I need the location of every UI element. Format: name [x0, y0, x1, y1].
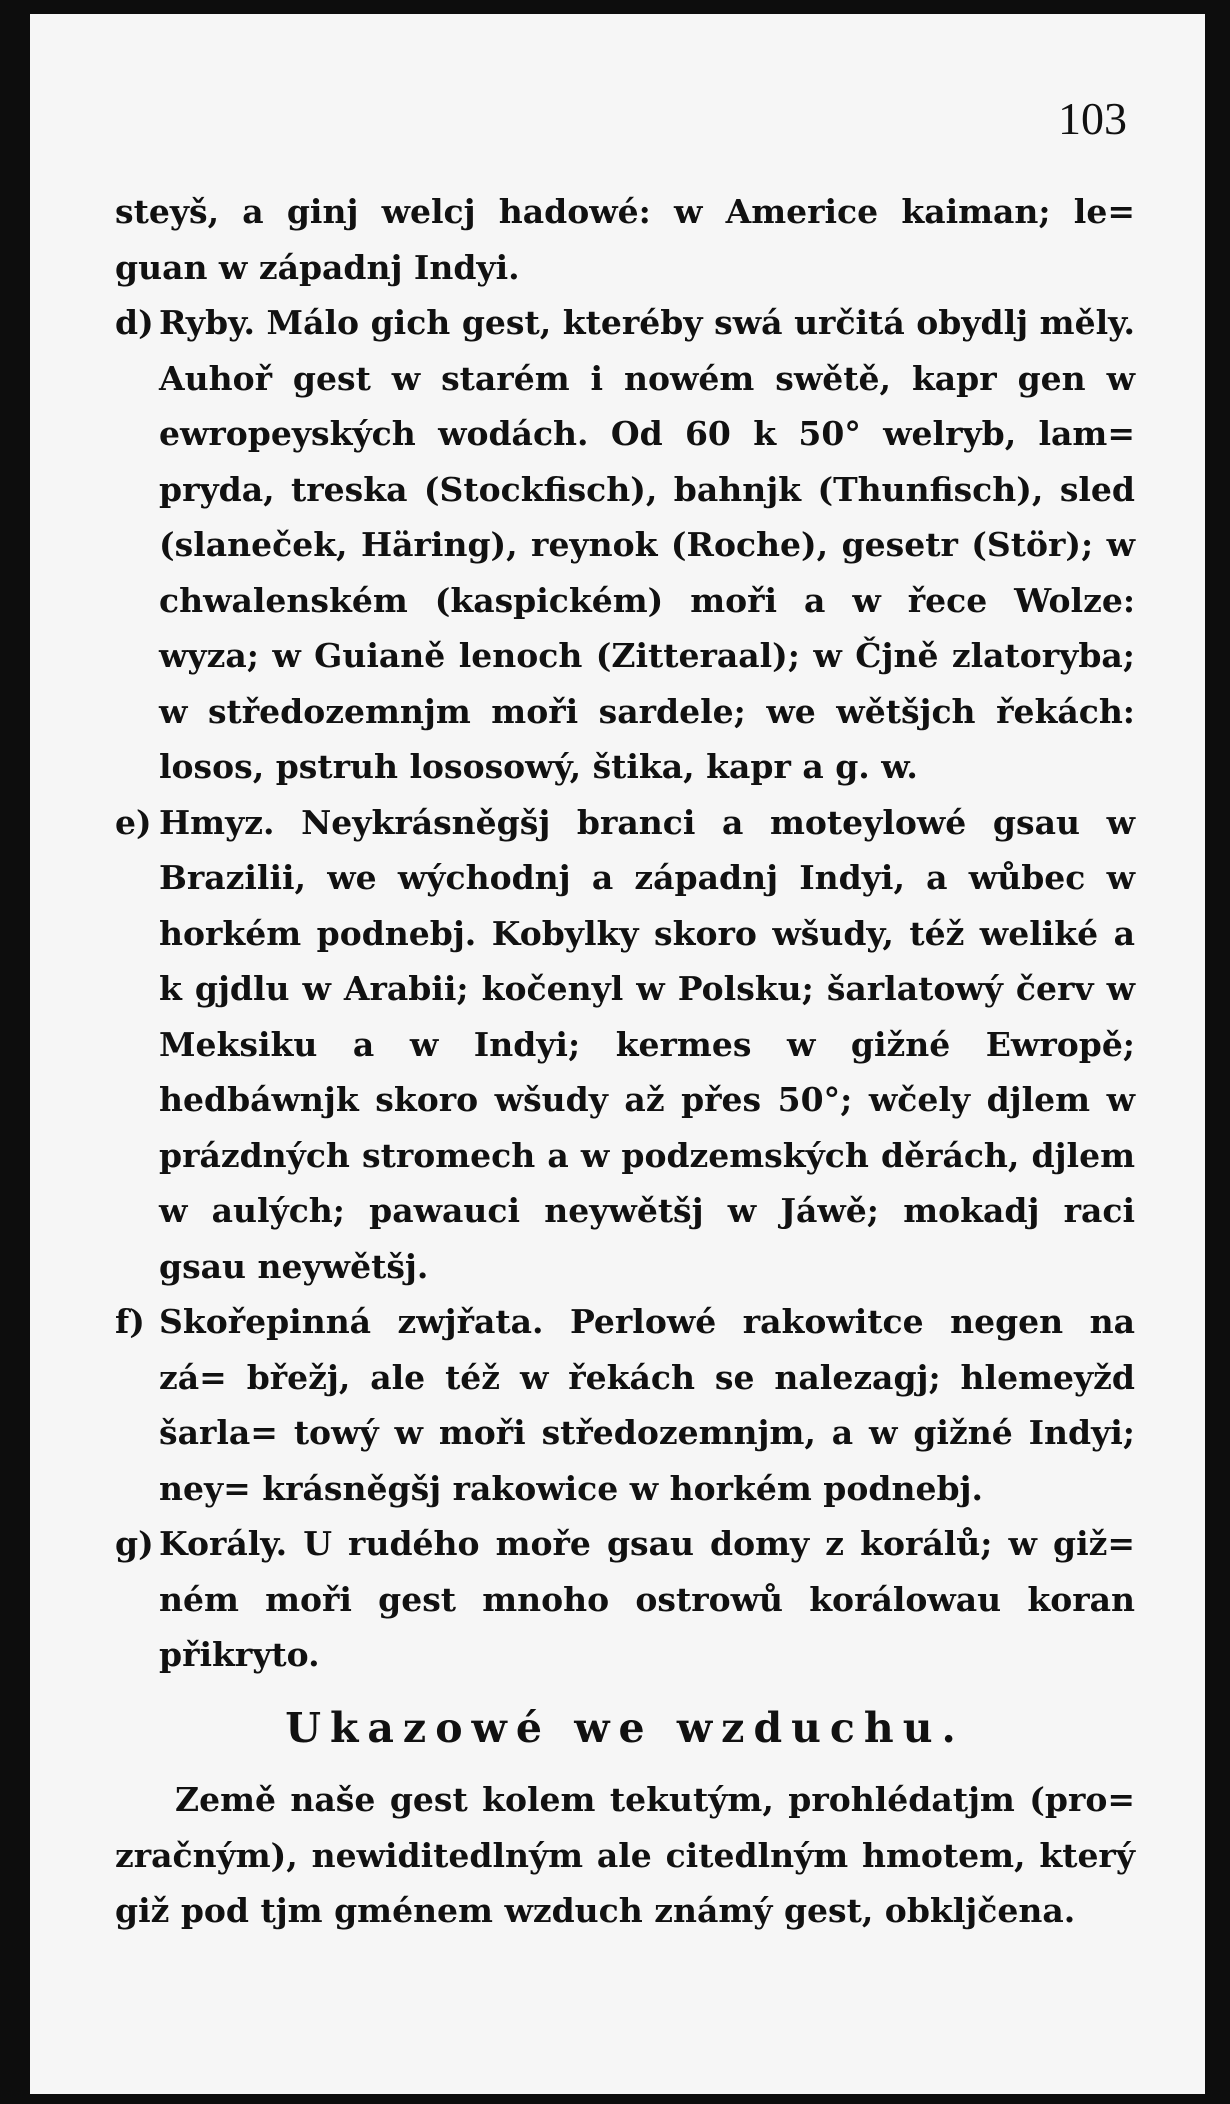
book-page: [30, 14, 1205, 2094]
list-item-g: [115, 1516, 1135, 1683]
section-heading: Ukazowé we wzduchu.: [285, 1703, 965, 1752]
list-item-e: [115, 795, 1135, 1295]
item-text-g: Korály. U rudého moře gsau domy z korálů; w giž= ném moři gest mnoho ostrowů korálowau koran přikryto.: [159, 1524, 1135, 1674]
item-text-f: Skořepinná zwjřata. Perlowé rakowitce negen na zá= břežj, ale též w řekách se nalezagj; hlemeyžd šarla= towý w moři středozemnjm, a w gižné Indyi; ney= krásněgšj rakowice w horkém podnebj.: [159, 1302, 1135, 1508]
item-letter-d: d): [115, 303, 154, 342]
page-number: 103: [1058, 93, 1127, 144]
paragraph-continuation: steyš, a ginj welcj hadowé: w Americe kaiman; le= guan w západnj Indyi.: [115, 192, 1135, 287]
item-letter-e: e): [115, 802, 152, 842]
item-letter-f: f): [115, 1302, 145, 1341]
page-body: [115, 184, 1135, 1939]
paragraph-air: Země naše gest kolem tekutým, prohlédatjm (pro= zračným), newiditedlným ale citedlným hmotem, který giž pod tjm gménem wzduch známý gest, obkljčena.: [115, 1780, 1135, 1930]
item-text-d: Ryby. Málo gich gest, kteréby swá určitá obydlj měly. Auhoř gest w starém i nowém swětě, kapr gen w ewropeyských wodách. Od 60 k 50° welryb, lam= pryda, treska (Stockfisch), bahnjk (Thunfisch), sled (slaneček, Häring), reynok (Roche), gesetr (Stör); w chwalenském (kaspickém) moři a w řece Wolze: wyza; w Guianě lenoch (Zitteraal); w Čjně zlatoryba; w středozemnjm moři sardele; we wětšjch řekách: losos, pstruh lososowý, štika, kapr a g. w.: [159, 303, 1135, 786]
item-letter-g: g): [115, 1524, 154, 1563]
list-item-d: [115, 295, 1135, 795]
list-item-f: [115, 1294, 1135, 1516]
item-text-e: Hmyz. Neykrásněgšj branci a moteylowé gsau w Brazilii, we wýchodnj a západnj Indyi, a wůbec w horkém podnebj. Kobylky skoro wšudy, též weliké a k gjdlu w Arabii; kočenyl w Polsku; šarlatowý červ w Meksiku a w Indyi; kermes w gižné Ewropě; hedbáwnjk skoro wšudy až přes 50°; wčely djlem w prázdných stromech a w podzemských děrách, djlem w aulých; pawauci neywětšj w Jáwě; mokadj raci gsau neywětšj.: [159, 802, 1135, 1286]
